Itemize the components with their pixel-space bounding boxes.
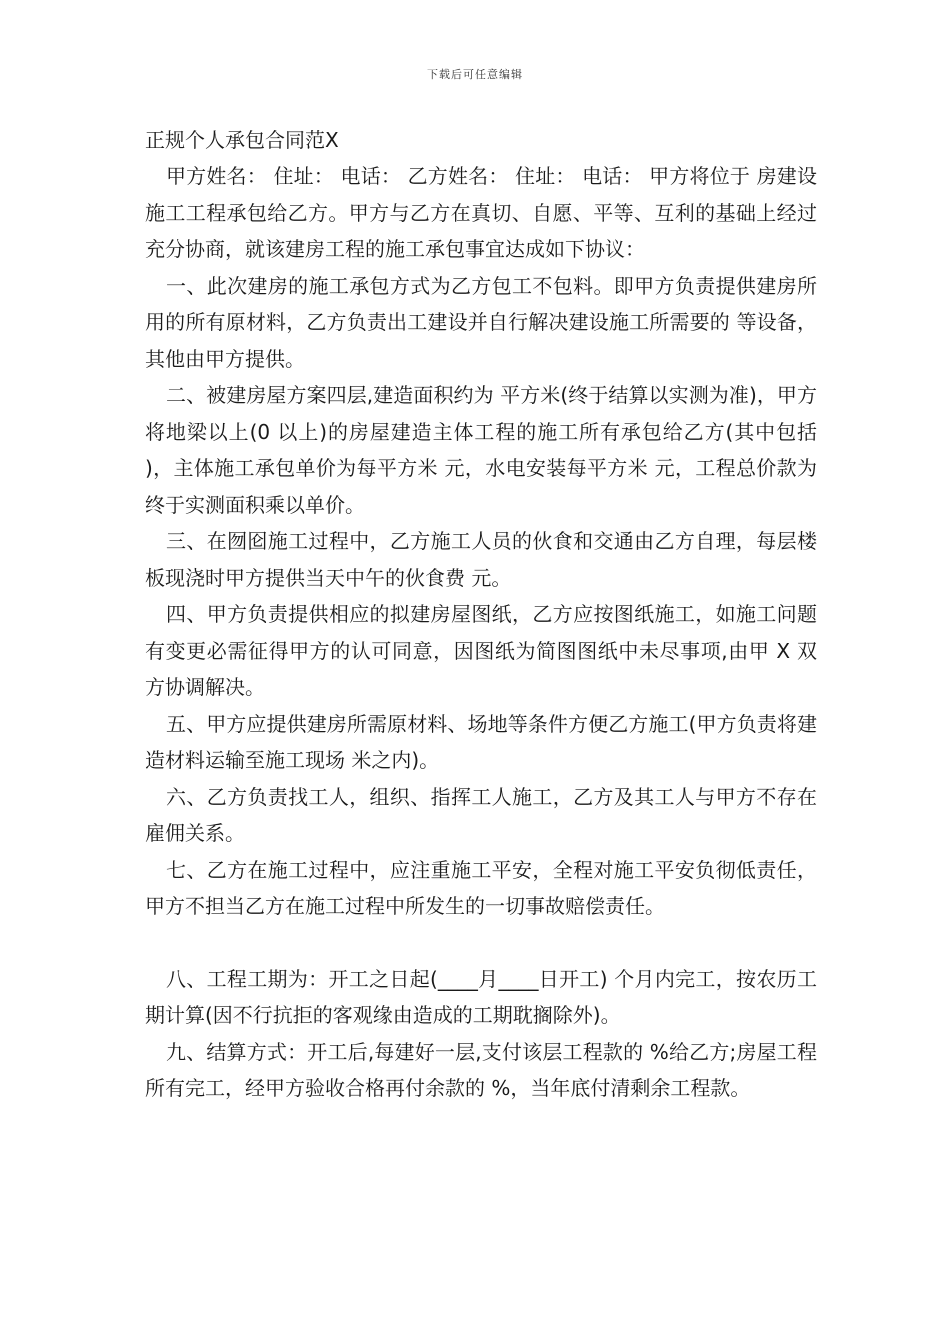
page-header-note: 下载后可任意编辑 [427,68,523,81]
document-title: 正规个人承包合同范X [145,128,339,152]
paragraph-clause-4: 四、甲方负责提供相应的拟建房屋图纸，乙方应按图纸施工，如施工问题有变更必需征得甲方的认可同意，因图纸为简图图纸中未尽事项,由甲 X 双方协调解决。 [145,602,817,699]
document-body [145,158,817,1107]
paragraph-clause-8: 八、工程工期为：开工之日起(____月____日开工) 个月内完工，按农历工期计算(因不行抗拒的客观缘由造成的工期耽搁除外)。 [145,966,817,1027]
paragraph-clause-9: 九、结算方式：开工后,每建好一层,支付该层工程款的 %给乙方;房屋工程所有完工，经甲方验收合格再付余款的 %，当年底付清剩余工程款。 [145,1039,817,1100]
paragraph-clause-3: 三、在囫囵施工过程中，乙方施工人员的伙食和交通由乙方自理，每层楼板现浇时甲方提供当天中午的伙食费 元。 [145,529,817,590]
paragraph-clause-2: 二、被建房屋方案四层,建造面积约为 平方米(终于结算以实测为准)，甲方将地梁以上(0 以上)的房屋建造主体工程的施工所有承包给乙方(其中包括 )，主体施工承包单价为每平方米 元，水电安装每平方米 元，工程总价款为终于实测面积乘以单价。 [145,383,817,517]
paragraph-clause-6: 六、乙方负责找工人，组织、指挥工人施工，乙方及其工人与甲方不存在雇佣关系。 [145,784,817,845]
paragraph-clause-7: 七、乙方在施工过程中，应注重施工平安，全程对施工平安负彻低责任，甲方不担当乙方在施工过程中所发生的一切事故赔偿责任。 [145,857,817,918]
paragraph-parties: 甲方姓名： 住址： 电话： 乙方姓名： 住址： 电话： 甲方将位于 房建设施工工程承包给乙方。甲方与乙方在真切、自愿、平等、互利的基础上经过充分协商，就该建房工程的施工承包事宜达成如下协议： [145,164,817,261]
paragraph-clause-5: 五、甲方应提供建房所需原材料、场地等条件方便乙方施工(甲方负责将建造材料运输至施工现场 米之内)。 [145,711,817,772]
paragraph-clause-1: 一、此次建房的施工承包方式为乙方包工不包料。即甲方负责提供建房所用的所有原材料，乙方负责出工建设并自行解决建设施工所需要的 等设备，其他由甲方提供。 [145,273,817,371]
